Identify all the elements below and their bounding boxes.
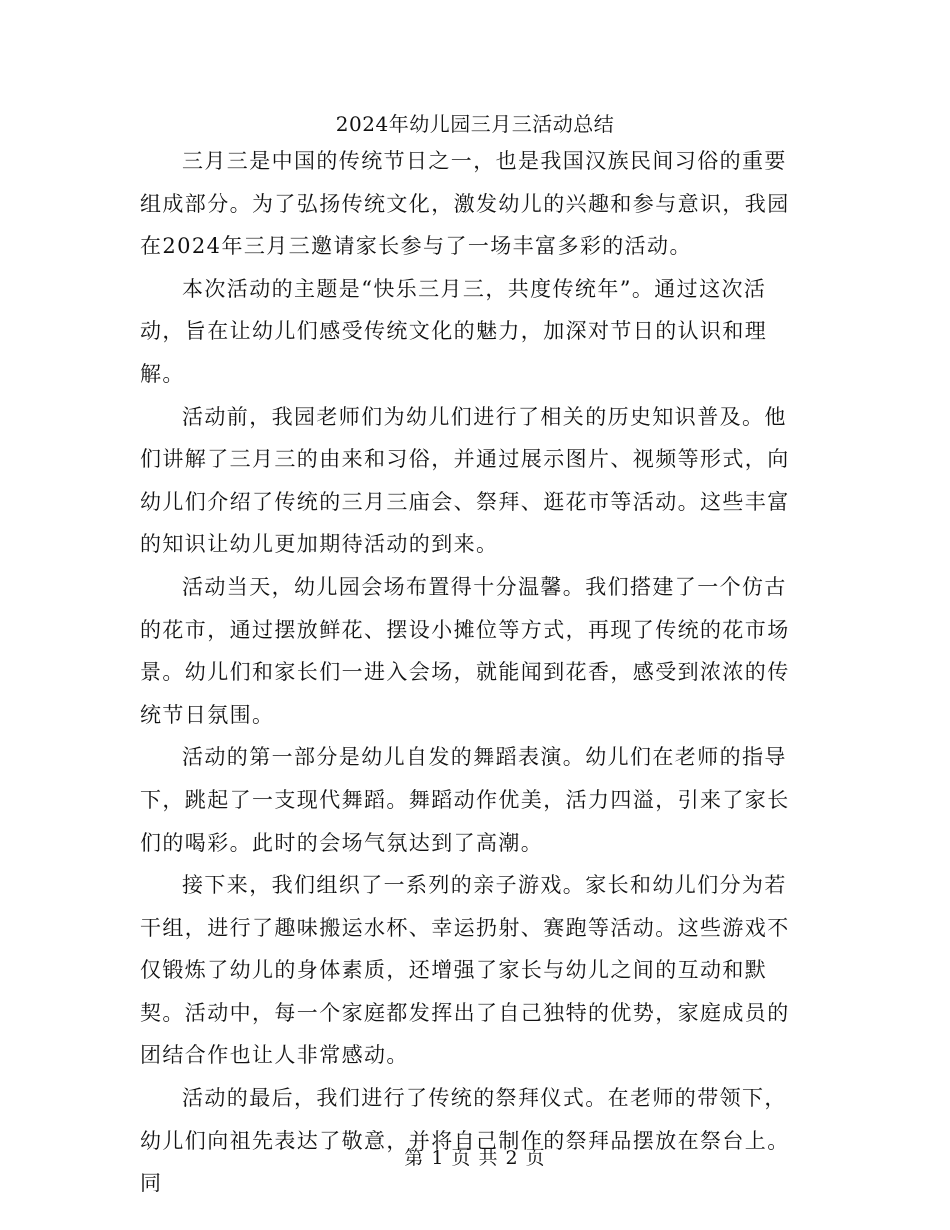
paragraph: 活动当天，幼儿园会场布置得十分温馨。我们搭建了一个仿古的花市，通过摆放鲜花、摆设小摊位等方式，再现了传统的花市场景。幼儿们和家长们一进入会场，就能闻到花香，感受到浓浓的传统节日氛围。 [140, 574, 790, 727]
paragraph: 活动的第一部分是幼儿自发的舞蹈表演。幼儿们在老师的指导下，跳起了一支现代舞蹈。舞蹈动作优美，活力四溢，引来了家长们的喝彩。此时的会场气氛达到了高潮。 [140, 745, 790, 855]
page-number-footer: 第 1 页 共 2 页 [404, 1147, 546, 1169]
document-body [140, 140, 800, 1205]
paragraph: 本次活动的主题是“快乐三月三，共度传统年”。通过这次活动，旨在让幼儿们感受传统文化的魅力，加深对节日的认识和理解。 [140, 276, 768, 386]
paragraph: 活动的最后，我们进行了传统的祭拜仪式。在老师的带领下，幼儿们向祖先表达了敬意，并将自己制作的祭拜品摆放在祭台上。同 [140, 1086, 790, 1196]
paragraph: 三月三是中国的传统节日之一，也是我国汉族民间习俗的重要组成部分。为了弘扬传统文化，激发幼儿的兴趣和参与意识，我园在2024年三月三邀请家长参与了一场丰富多彩的活动。 [140, 149, 790, 259]
paragraph: 接下来，我们组织了一系列的亲子游戏。家长和幼儿们分为若干组，进行了趣味搬运水杯、幸运扔射、赛跑等活动。这些游戏不仅锻炼了幼儿的身体素质，还增强了家长与幼儿之间的互动和默契。活动中，每一个家庭都发挥出了自己独特的优势，家庭成员的团结合作也让人非常感动。 [140, 873, 790, 1068]
document-title: 2024年幼儿园三月三活动总结 [335, 112, 615, 136]
paragraph: 活动前，我园老师们为幼儿们进行了相关的历史知识普及。他们讲解了三月三的由来和习俗，并通过展示图片、视频等形式，向幼儿们介绍了传统的三月三庙会、祭拜、逛花市等活动。这些丰富的知识让幼儿更加期待活动的到来。 [140, 404, 790, 557]
